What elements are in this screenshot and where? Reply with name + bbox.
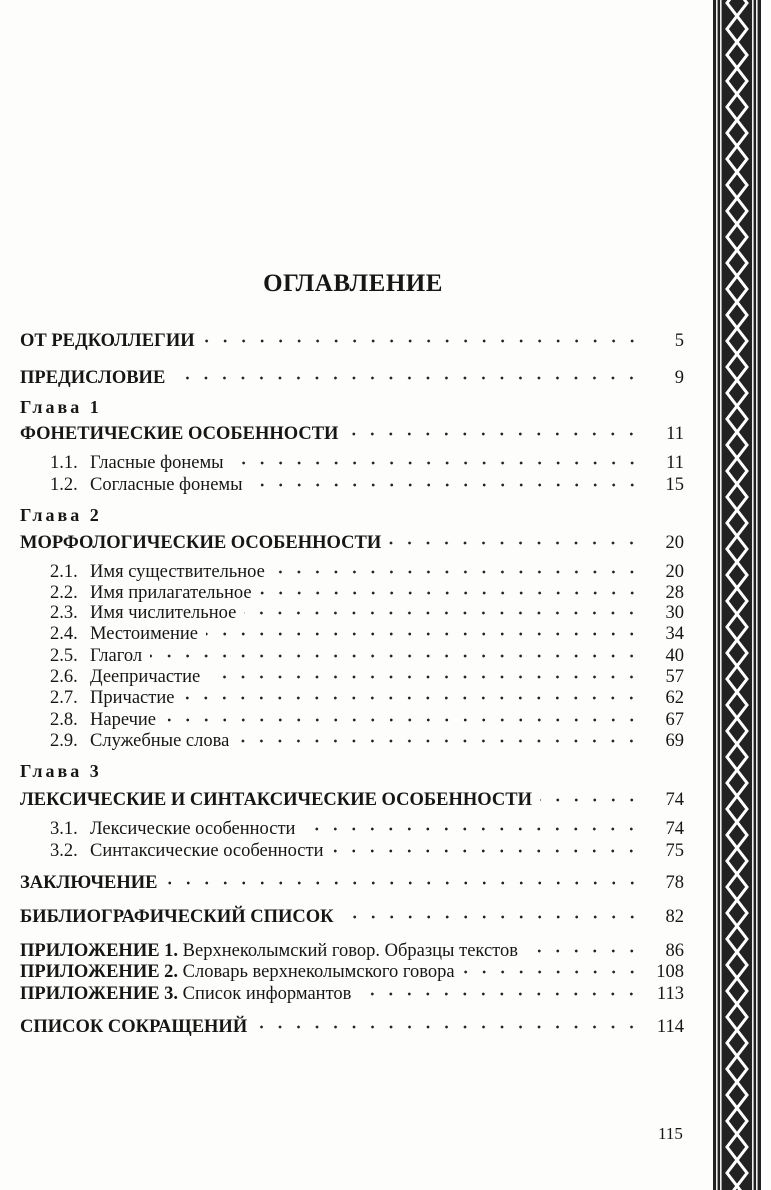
entry-label: Глагол xyxy=(90,646,143,666)
entry-title xyxy=(20,730,229,752)
entry-page: 11 xyxy=(666,453,684,473)
entry-title xyxy=(20,840,323,862)
entry-label: Лексические особенности xyxy=(90,819,296,839)
dot-leader xyxy=(526,946,646,956)
toc-entry[interactable] xyxy=(20,623,684,645)
entry-number: 2.5. xyxy=(50,646,78,666)
appendix-title: Список информантов xyxy=(182,984,352,1004)
entry-number: 1.1. xyxy=(50,453,78,473)
toc-entry[interactable] xyxy=(20,906,684,928)
entry-number: 3.1. xyxy=(50,819,78,839)
entry-page: 20 xyxy=(665,562,684,582)
toc-entry[interactable] xyxy=(20,561,684,583)
entry-title: МОРФОЛОГИЧЕСКИЕ ОСОБЕННОСТИ xyxy=(20,533,382,553)
entry-page: 9 xyxy=(674,368,684,388)
dot-leader xyxy=(260,588,646,598)
toc-entry[interactable] xyxy=(20,687,684,709)
toc-entry[interactable] xyxy=(20,474,684,496)
entry-title: БИБЛИОГРАФИЧЕСКИЙ СПИСОК xyxy=(20,907,334,927)
toc-entry[interactable] xyxy=(20,818,684,840)
entry-title: ФОНЕТИЧЕСКИЕ ОСОБЕННОСТИ xyxy=(20,424,339,444)
dot-leader xyxy=(389,538,646,548)
toc-entry[interactable] xyxy=(20,452,684,474)
entry-title xyxy=(20,561,265,583)
entry-page: 40 xyxy=(665,646,684,666)
dot-leader xyxy=(540,795,646,805)
entry-page: 69 xyxy=(665,731,684,751)
toc-entry[interactable] xyxy=(20,582,684,604)
entry-page: 86 xyxy=(665,941,684,961)
entry-page: 114 xyxy=(656,1017,684,1037)
toc-entry[interactable] xyxy=(20,872,684,894)
entry-number: 2.3. xyxy=(50,603,78,623)
entry-page: 57 xyxy=(665,667,684,687)
dot-leader xyxy=(232,458,646,468)
entry-title xyxy=(20,666,200,688)
chapter-heading: Глава 1 xyxy=(20,397,102,417)
entry-label: Гласные фонемы xyxy=(90,453,224,473)
appendix-title: Верхнеколымский говор. Образцы текстов xyxy=(182,941,518,961)
entry-number: 2.2. xyxy=(50,583,78,603)
dot-leader xyxy=(255,1022,646,1032)
entry-title xyxy=(20,452,224,474)
page-title: ОГЛАВЛЕНИЕ xyxy=(263,270,443,297)
appendix-label: ПРИЛОЖЕНИЕ 2. xyxy=(20,962,183,982)
chapter-heading: Глава 3 xyxy=(20,761,102,781)
toc-entry[interactable] xyxy=(20,940,684,962)
entry-page: 78 xyxy=(665,873,684,893)
entry-page: 5 xyxy=(674,331,684,351)
dot-leader xyxy=(203,336,646,346)
page-number: 115 xyxy=(658,1124,683,1143)
entry-page: 20 xyxy=(665,533,684,553)
entry-title: ЗАКЛЮЧЕНИЕ xyxy=(20,873,158,893)
entry-page: 74 xyxy=(665,790,684,810)
entry-number: 3.2. xyxy=(50,841,78,861)
entry-number: 2.9. xyxy=(50,731,78,751)
border-stripe xyxy=(720,0,722,1190)
toc-entry[interactable] xyxy=(20,532,684,554)
entry-title: ЛЕКСИЧЕСКИЕ И СИНТАКСИЧЕСКИЕ ОСОБЕННОСТИ xyxy=(20,790,532,810)
entry-page: 62 xyxy=(665,688,684,708)
entry-page: 74 xyxy=(665,819,684,839)
chapter-heading: Глава 2 xyxy=(20,505,102,525)
entry-label: Согласные фонемы xyxy=(90,475,243,495)
dot-leader xyxy=(164,715,646,725)
entry-label: Имя числительное xyxy=(90,603,237,623)
dot-leader xyxy=(237,736,646,746)
dot-leader xyxy=(346,429,646,439)
toc-entry[interactable] xyxy=(20,840,684,862)
toc-entry[interactable] xyxy=(20,330,684,352)
border-stripe xyxy=(756,0,758,1190)
dot-leader xyxy=(463,967,646,977)
entry-label: Служебные слова xyxy=(90,731,230,751)
entry-number: 2.7. xyxy=(50,688,78,708)
toc-entry[interactable] xyxy=(20,666,684,688)
border-stripe xyxy=(716,0,718,1190)
appendix-title: Словарь верхнеколымского говора xyxy=(182,962,455,982)
entry-page: 113 xyxy=(656,984,684,1004)
entry-title xyxy=(20,983,351,1005)
entry-page: 30 xyxy=(665,603,684,623)
entry-label: Синтаксические особенности xyxy=(90,841,324,861)
toc-entry[interactable] xyxy=(20,730,684,752)
dot-leader xyxy=(244,608,646,618)
toc-entry[interactable] xyxy=(20,367,684,389)
toc-entry[interactable] xyxy=(20,423,684,445)
entry-number: 2.1. xyxy=(50,562,78,582)
toc-entry[interactable] xyxy=(20,789,684,811)
entry-label: Местоимение xyxy=(90,624,199,644)
toc-entry[interactable] xyxy=(20,1016,684,1038)
entry-page: 108 xyxy=(656,962,684,982)
dot-leader xyxy=(251,480,646,490)
toc-entry[interactable] xyxy=(20,709,684,731)
entry-title: ПРЕДИСЛОВИЕ xyxy=(20,368,166,388)
entry-title xyxy=(20,582,252,604)
entry-title xyxy=(20,709,156,731)
entry-label: Имя существительное xyxy=(90,562,265,582)
dot-leader xyxy=(303,824,646,834)
entry-title xyxy=(20,645,142,667)
entry-title: ОТ РЕДКОЛЛЕГИИ xyxy=(20,331,195,351)
dot-leader xyxy=(166,878,647,888)
entry-page: 28 xyxy=(665,583,684,603)
entry-title xyxy=(20,687,174,709)
entry-number: 2.6. xyxy=(50,667,78,687)
entry-label: Наречие xyxy=(90,710,156,730)
entry-title xyxy=(20,474,243,496)
entry-label: Имя прилагательное xyxy=(90,583,252,603)
entry-title xyxy=(20,602,236,624)
entry-title xyxy=(20,818,295,840)
toc-entry[interactable] xyxy=(20,961,684,983)
entry-title xyxy=(20,940,518,962)
entry-number: 2.4. xyxy=(50,624,78,644)
dot-leader xyxy=(206,629,646,639)
entry-number: 1.2. xyxy=(50,475,78,495)
dot-leader xyxy=(342,912,646,922)
dot-leader xyxy=(331,846,646,856)
entry-label: Причастие xyxy=(90,688,175,708)
appendix-label: ПРИЛОЖЕНИЕ 1. xyxy=(20,941,183,961)
entry-number: 2.8. xyxy=(50,710,78,730)
toc-entry[interactable] xyxy=(20,602,684,624)
dot-leader xyxy=(173,373,646,383)
ornamental-border xyxy=(713,0,761,1190)
entry-page: 67 xyxy=(665,710,684,730)
dot-leader xyxy=(182,693,646,703)
entry-page: 82 xyxy=(665,907,684,927)
appendix-label: ПРИЛОЖЕНИЕ 3. xyxy=(20,984,183,1004)
entry-label: Деепричастие xyxy=(90,667,201,687)
dot-leader xyxy=(359,989,646,999)
dot-leader xyxy=(273,567,646,577)
border-stripe xyxy=(752,0,754,1190)
dot-leader xyxy=(208,672,646,682)
toc-entry[interactable] xyxy=(20,645,684,667)
entry-title: СПИСОК СОКРАЩЕНИЙ xyxy=(20,1017,248,1037)
dot-leader xyxy=(150,651,646,661)
entry-page: 11 xyxy=(666,424,684,444)
entry-title xyxy=(20,623,198,645)
entry-page: 15 xyxy=(665,475,684,495)
toc-entry[interactable] xyxy=(20,983,684,1005)
entry-page: 75 xyxy=(665,841,684,861)
entry-title xyxy=(20,961,455,983)
entry-page: 34 xyxy=(665,624,684,644)
